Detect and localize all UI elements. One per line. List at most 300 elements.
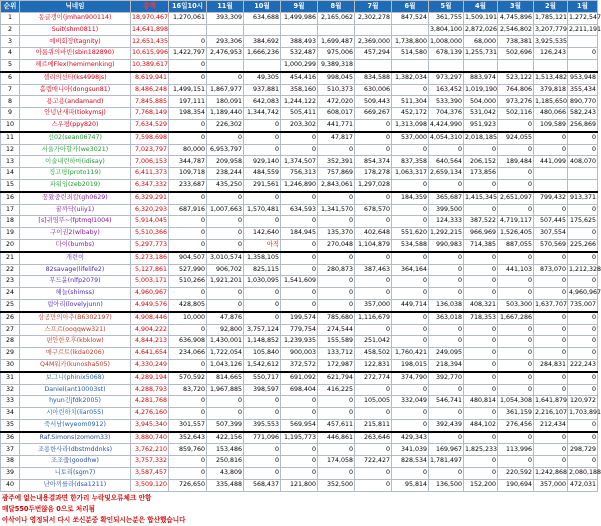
month-value-cell: 105,840 — [244, 348, 281, 360]
nickname-cell: 서울가아할카(we3021) — [20, 144, 131, 156]
header-row — [1, 1, 598, 13]
month-value-cell: 0 — [318, 408, 355, 420]
month-value-cell: 174,058 — [318, 456, 355, 468]
month-value-cell: 0 — [281, 468, 318, 480]
month-value-cell: 0 — [244, 192, 281, 204]
table-row — [1, 276, 598, 288]
month-value-cell: 1,242,868 — [534, 468, 568, 480]
rank-cell: 39 — [1, 468, 20, 480]
month-value-cell: 6,953,797 — [207, 144, 244, 156]
nickname-cell: hyun긴jfdk2005) — [20, 396, 131, 408]
table-row — [1, 396, 598, 408]
total-cell: 6,329,291 — [131, 192, 169, 204]
column-header: 4월 — [464, 1, 498, 13]
nickname-cell: 스프르(ooqqww321) — [20, 324, 131, 336]
table-row — [1, 36, 598, 48]
month-value-cell: 0 — [392, 179, 429, 191]
total-cell: 5,273,186 — [131, 252, 169, 264]
month-value-cell: 0 — [169, 192, 207, 204]
month-value-cell: 929,140 — [244, 156, 281, 168]
month-value-cell: 998,045 — [318, 72, 355, 84]
month-value-cell: 0 — [207, 72, 244, 84]
month-value-cell: 0 — [464, 324, 498, 336]
month-value-cell: 764,806 — [498, 84, 534, 96]
month-value-cell: 0 — [498, 348, 534, 360]
month-value-cell: 913,371 — [568, 192, 598, 204]
column-header: 9월 — [281, 1, 318, 13]
month-value-cell: 0 — [318, 299, 355, 311]
nickname-cell: 홀렙매니아(dongsun81) — [20, 84, 131, 96]
month-value-cell: 0 — [244, 132, 281, 144]
month-value-cell: 0 — [534, 312, 568, 324]
month-value-cell: 291,561 — [244, 179, 281, 191]
month-value-cell: 0 — [534, 432, 568, 444]
month-value-cell: 551,620 — [392, 228, 429, 240]
month-value-cell — [207, 24, 244, 36]
month-value-cell: 0 — [498, 456, 534, 468]
month-value-cell: 951,923 — [464, 119, 498, 131]
month-value-cell: 0 — [464, 456, 498, 468]
month-value-cell: 0 — [355, 144, 392, 156]
nickname-cell: 안녕난새파(tiokymsj) — [20, 108, 131, 120]
month-value-cell: 608,017 — [318, 108, 355, 120]
rank-cell: 35 — [1, 419, 20, 431]
total-cell: 4,330,249 — [131, 359, 169, 371]
table-row — [1, 264, 598, 276]
month-value-cell: 0 — [244, 444, 281, 456]
month-value-cell: 1,270,061 — [169, 12, 207, 24]
month-value-cell: 527,990 — [169, 264, 207, 276]
month-value-cell: 1,063,317 — [392, 168, 429, 180]
month-value-cell — [392, 24, 429, 36]
month-value-cell: 0 — [318, 468, 355, 480]
month-value-cell: 504,000 — [464, 96, 498, 108]
month-value-cell: 0 — [281, 288, 318, 300]
month-value-cell: 307,554 — [534, 228, 568, 240]
month-value-cell: 199,574 — [281, 312, 318, 324]
month-value-cell: 1,781,497 — [429, 456, 464, 468]
month-value-cell: 873,070 — [534, 264, 568, 276]
total-cell: 6,347,332 — [131, 179, 169, 191]
month-value-cell: 1,116,679 — [355, 312, 392, 324]
nickname-cell: 징고평(proto119) — [20, 168, 131, 180]
month-value-cell: 아직 — [244, 239, 281, 251]
rank-cell: 24 — [1, 288, 20, 300]
month-value-cell: 0 — [392, 84, 429, 96]
rank-cell: 6 — [1, 72, 20, 84]
month-value-cell: 0 — [429, 324, 464, 336]
month-value-cell: 233,687 — [169, 179, 207, 191]
month-value-cell: 0 — [568, 419, 598, 431]
month-value-cell: 0 — [318, 444, 355, 456]
month-value-cell: 2,216,107 — [534, 408, 568, 420]
nickname-cell: 다이(bumbs) — [20, 239, 131, 251]
rank-cell: 2 — [1, 24, 20, 36]
month-value-cell: 387,463 — [355, 264, 392, 276]
month-value-cell: 582,243 — [568, 108, 598, 120]
month-value-cell: 1,667,286 — [498, 312, 534, 324]
month-value-cell: 904,507 — [169, 252, 207, 264]
month-value-cell: 363,018 — [429, 312, 464, 324]
month-value-cell: 0 — [498, 168, 534, 180]
month-value-cell: 0 — [534, 444, 568, 456]
month-value-cell: 0 — [392, 408, 429, 420]
total-cell: 8,486,248 — [131, 84, 169, 96]
month-value-cell: 0 — [281, 299, 318, 311]
month-value-cell: 178,278 — [355, 168, 392, 180]
month-value-cell: 966,969 — [464, 228, 498, 240]
month-value-cell: 0 — [169, 216, 207, 228]
month-value-cell: 0 — [534, 348, 568, 360]
month-value-cell: 0 — [392, 336, 429, 348]
month-value-cell: 3,010,574 — [207, 252, 244, 264]
month-value-cell: 570,569 — [534, 239, 568, 251]
month-value-cell: 2,211,191 — [568, 24, 598, 36]
month-value-cell: 0 — [429, 288, 464, 300]
column-header: 16일10시 — [169, 1, 207, 13]
month-value-cell: 0 — [429, 468, 464, 480]
month-value-cell: 0 — [392, 276, 429, 288]
column-header: 3월 — [498, 1, 534, 13]
table-row — [1, 179, 598, 191]
month-value-cell: 226,302 — [207, 119, 244, 131]
month-value-cell: 0 — [207, 396, 244, 408]
month-value-cell: 206,152 — [464, 156, 498, 168]
month-value-cell: 4,424,990 — [429, 119, 464, 131]
month-value-cell: 9,389,318 — [318, 59, 355, 71]
month-value-cell: 570,592 — [169, 372, 207, 384]
nickname-cell: 매구르트(lkda0206) — [20, 348, 131, 360]
month-value-cell: 0 — [429, 144, 464, 156]
month-value-cell: 0 — [534, 288, 568, 300]
month-value-cell: 387,522 — [464, 216, 498, 228]
month-value-cell: 3,925,535 — [534, 36, 568, 48]
month-value-cell: 0 — [464, 252, 498, 264]
month-value-cell: 120,972 — [568, 396, 598, 408]
month-value-cell: 198,354 — [169, 108, 207, 120]
month-value-cell: 0 — [244, 456, 281, 468]
month-value-cell: 2,476,953 — [207, 48, 244, 60]
rank-cell: 25 — [1, 299, 20, 311]
month-value-cell: 0 — [207, 132, 244, 144]
month-value-cell: 83,720 — [169, 384, 207, 396]
nickname-cell: 조용한사라(dbstmddnks) — [20, 444, 131, 456]
total-cell: 18,970,467 — [131, 12, 169, 24]
month-value-cell: 0 — [464, 432, 498, 444]
month-value-cell: 352,500 — [318, 479, 355, 491]
month-value-cell: 0 — [281, 396, 318, 408]
table-row — [1, 119, 598, 131]
month-value-cell: 435,250 — [207, 179, 244, 191]
month-value-cell: 890,770 — [568, 96, 598, 108]
total-cell: 4,276,160 — [131, 408, 169, 420]
table-row — [1, 384, 598, 396]
month-value-cell: 859,760 — [169, 444, 207, 456]
table-row — [1, 72, 598, 84]
rank-cell: 15 — [1, 179, 20, 191]
month-value-cell: 0 — [429, 432, 464, 444]
rank-cell: 23 — [1, 276, 20, 288]
month-value-cell: 0 — [392, 419, 429, 431]
month-value-cell: 384,692 — [244, 36, 281, 48]
month-value-cell: 249,095 — [429, 348, 464, 360]
month-value-cell: 449,714 — [392, 299, 429, 311]
month-value-cell: 0 — [498, 179, 534, 191]
month-value-cell: 569,954 — [281, 419, 318, 431]
nickname-cell: 꿀까닥(uiiy1) — [20, 204, 131, 216]
month-value-cell: 568,437 — [244, 479, 281, 491]
month-value-cell: 883,974 — [464, 72, 498, 84]
month-value-cell: 0 — [498, 432, 534, 444]
month-value-cell: 10,000 — [169, 312, 207, 324]
month-value-cell: 937,881 — [244, 84, 281, 96]
month-value-cell: 1,185,650 — [534, 96, 568, 108]
column-header: 10월 — [244, 1, 281, 13]
total-cell: 10,615,996 — [131, 48, 169, 60]
month-value-cell: 441,099 — [534, 156, 568, 168]
month-value-cell: 0 — [392, 468, 429, 480]
nickname-cell: 보그니(phinix5068) — [20, 372, 131, 384]
month-value-cell: 197,111 — [169, 96, 207, 108]
month-value-cell: 0 — [244, 468, 281, 480]
month-value-cell — [207, 59, 244, 71]
month-value-cell: 0 — [568, 384, 598, 396]
month-value-cell: 429,343 — [392, 432, 429, 444]
month-value-cell: 0 — [169, 396, 207, 408]
month-value-cell: 0 — [318, 252, 355, 264]
month-value-cell: 698,404 — [281, 384, 318, 396]
month-value-cell: 392,770 — [429, 372, 464, 384]
total-cell: 5,297,773 — [131, 239, 169, 251]
table-row — [1, 204, 598, 216]
month-value-cell: 402,648 — [355, 228, 392, 240]
month-value-cell: 0 — [464, 204, 498, 216]
month-value-cell: 3,804,100 — [429, 24, 464, 36]
month-value-cell: 1,382,034 — [392, 72, 429, 84]
month-value-cell: 272,774 — [355, 372, 392, 384]
month-value-cell: 503,300 — [498, 299, 534, 311]
total-cell: 4,641,654 — [131, 348, 169, 360]
month-value-cell: 825,115 — [244, 264, 281, 276]
month-value-cell: 1,054,308 — [498, 396, 534, 408]
month-value-cell: 220,592 — [498, 468, 534, 480]
month-value-cell: 691,092 — [281, 372, 318, 384]
month-value-cell: 1,526,405 — [498, 228, 534, 240]
table-row — [1, 168, 598, 180]
month-value-cell: 1,246,890 — [281, 179, 318, 191]
table-row — [1, 336, 598, 348]
month-value-cell: 900,003 — [281, 348, 318, 360]
month-value-cell: 510,373 — [318, 84, 355, 96]
total-cell: 3,762,210 — [131, 444, 169, 456]
month-value-cell: 1,374,507 — [281, 156, 318, 168]
month-value-cell: 1,415,345 — [464, 192, 498, 204]
month-value-cell: 0 — [498, 119, 534, 131]
month-value-cell: 640,564 — [429, 156, 464, 168]
month-value-cell: 0 — [464, 288, 498, 300]
month-value-cell: 0 — [464, 144, 498, 156]
month-value-cell: 452,172 — [392, 108, 429, 120]
month-value-cell: 1,007,663 — [207, 204, 244, 216]
table-row — [1, 419, 598, 431]
month-value-cell: 1,637,707 — [534, 299, 568, 311]
month-value-cell: 398,597 — [244, 384, 281, 396]
month-value-cell: 49,305 — [244, 72, 281, 84]
month-value-cell: 446,861 — [318, 432, 355, 444]
month-value-cell: 416,225 — [318, 384, 355, 396]
month-value-cell: 0 — [355, 252, 392, 264]
month-value-cell: 172,987 — [318, 359, 355, 371]
month-value-cell: 1,212,328 — [568, 264, 598, 276]
month-value-cell: 0 — [169, 288, 207, 300]
rank-cell: 32 — [1, 384, 20, 396]
month-value-cell — [498, 59, 534, 71]
month-value-cell: 510,266 — [169, 276, 207, 288]
month-value-cell: 0 — [568, 132, 598, 144]
month-value-cell: 0 — [534, 324, 568, 336]
month-value-cell — [392, 59, 429, 71]
month-value-cell: 393,309 — [207, 12, 244, 24]
month-value-cell: 1,825,233 — [464, 444, 498, 456]
month-value-cell: 0 — [244, 119, 281, 131]
rank-cell: 30 — [1, 359, 20, 371]
month-value-cell: 153,486 — [207, 444, 244, 456]
month-value-cell: 1,541,609 — [281, 276, 318, 288]
month-value-cell: 502,696 — [498, 48, 534, 60]
month-value-cell: 133,712 — [318, 348, 355, 360]
month-value-cell: 2,165,062 — [318, 12, 355, 24]
month-value-cell: 0 — [281, 264, 318, 276]
month-value-cell: 1,313,098 — [392, 119, 429, 131]
column-header: 6월 — [392, 1, 429, 13]
month-value-cell: 234,066 — [169, 348, 207, 360]
month-value-cell: 0 — [355, 192, 392, 204]
month-value-cell: 408,321 — [464, 299, 498, 311]
month-value-cell: 0 — [244, 216, 281, 228]
month-value-cell: 298,729 — [568, 444, 598, 456]
rank-cell: 5 — [1, 59, 20, 71]
table-row — [1, 108, 598, 120]
month-value-cell: 975,006 — [318, 48, 355, 60]
month-value-cell: 534,588 — [392, 239, 429, 251]
month-value-cell: 0 — [244, 288, 281, 300]
month-value-cell: 0 — [498, 288, 534, 300]
table-row — [1, 359, 598, 371]
month-value-cell: 361,159 — [498, 408, 534, 420]
total-cell: 7,845,885 — [131, 96, 169, 108]
month-value-cell: 0 — [534, 336, 568, 348]
month-value-cell: 263,646 — [355, 432, 392, 444]
month-value-cell: 0 — [568, 372, 598, 384]
month-value-cell: 1,104,879 — [355, 239, 392, 251]
month-value-cell: 0 — [568, 312, 598, 324]
rank-cell: 20 — [1, 239, 20, 251]
month-value-cell: 270,048 — [318, 239, 355, 251]
month-value-cell: 135,370 — [318, 228, 355, 240]
month-value-cell: 0 — [464, 359, 498, 371]
month-value-cell: 0 — [534, 372, 568, 384]
month-value-cell: 887,055 — [498, 239, 534, 251]
table-row — [1, 468, 598, 480]
month-value-cell: 1,189,440 — [207, 108, 244, 120]
table-row — [1, 288, 598, 300]
nickname-cell: 시아린하치(liar055) — [20, 408, 131, 420]
month-value-cell: 1,148,852 — [244, 336, 281, 348]
table-row — [1, 239, 598, 251]
month-value-cell: 531,042 — [464, 108, 498, 120]
month-value-cell: 532,487 — [281, 48, 318, 60]
month-value-cell: 0 — [318, 144, 355, 156]
month-value-cell: 173,856 — [464, 168, 498, 180]
month-value-cell: 454,416 — [281, 72, 318, 84]
nickname-cell: Suit(shm0811) — [20, 24, 131, 36]
rank-cell: 19 — [1, 228, 20, 240]
month-value-cell: 0 — [464, 179, 498, 191]
table-row — [1, 216, 598, 228]
month-value-cell: 0 — [392, 216, 429, 228]
month-value-cell: 222,243 — [568, 359, 598, 371]
table-row — [1, 96, 598, 108]
month-value-cell: 0 — [281, 408, 318, 420]
month-value-cell — [534, 179, 568, 191]
month-value-cell: 973,276 — [498, 96, 534, 108]
month-value-cell: 726,650 — [169, 479, 207, 491]
month-value-cell: 1,867,977 — [207, 84, 244, 96]
nickname-cell: 아룸퀴의바빈(sbin182890) — [20, 48, 131, 60]
rank-cell: 36 — [1, 432, 20, 444]
total-cell: 6,320,293 — [131, 204, 169, 216]
total-cell: 7,006,153 — [131, 156, 169, 168]
month-value-cell: 180,091 — [207, 96, 244, 108]
total-cell: 12,651,435 — [131, 36, 169, 48]
column-header: 총액 — [131, 1, 169, 13]
month-value-cell: 0 — [169, 228, 207, 240]
month-value-cell: 169,967 — [429, 444, 464, 456]
month-value-cell: 2,080,188 — [568, 468, 598, 480]
month-value-cell: 198,015 — [392, 359, 429, 371]
month-value-cell: 480,066 — [534, 108, 568, 120]
month-value-cell: 834,588 — [355, 72, 392, 84]
month-value-cell: 0 — [392, 324, 429, 336]
month-value-cell: 274,544 — [318, 324, 355, 336]
rank-cell: 4 — [1, 48, 20, 60]
month-value-cell: 785,680 — [318, 312, 355, 324]
month-value-cell: 457,611 — [318, 419, 355, 431]
month-value-cell: 756,313 — [281, 168, 318, 180]
total-cell: 4,281,768 — [131, 396, 169, 408]
total-cell: 14,641,898 — [131, 24, 169, 36]
month-value-cell: 109,589 — [534, 119, 568, 131]
month-value-cell: 509,443 — [355, 96, 392, 108]
month-value-cell: 0 — [281, 132, 318, 144]
month-value-cell: 0 — [498, 359, 534, 371]
month-value-cell: 0 — [355, 119, 392, 131]
month-value-cell: 0 — [355, 216, 392, 228]
month-value-cell — [464, 59, 498, 71]
month-value-cell: 0 — [318, 216, 355, 228]
nickname-cell: 헤르메Flex(hemimenking) — [20, 59, 131, 71]
month-value-cell: 0 — [355, 384, 392, 396]
month-value-cell: 0 — [568, 252, 598, 264]
month-value-cell: 669,267 — [355, 108, 392, 120]
month-value-cell: 0 — [169, 468, 207, 480]
month-value-cell: 215,811 — [355, 419, 392, 431]
month-value-cell: 457,294 — [355, 48, 392, 60]
month-value-cell: 3,207,779 — [534, 24, 568, 36]
note-line: 아삭이나 영정되서 다시 쏘신분중 확인되시는분은 합산했습니다 — [2, 515, 186, 524]
month-value-cell: 1,019,190 — [464, 84, 498, 96]
month-value-cell: 4,745,896 — [498, 12, 534, 24]
